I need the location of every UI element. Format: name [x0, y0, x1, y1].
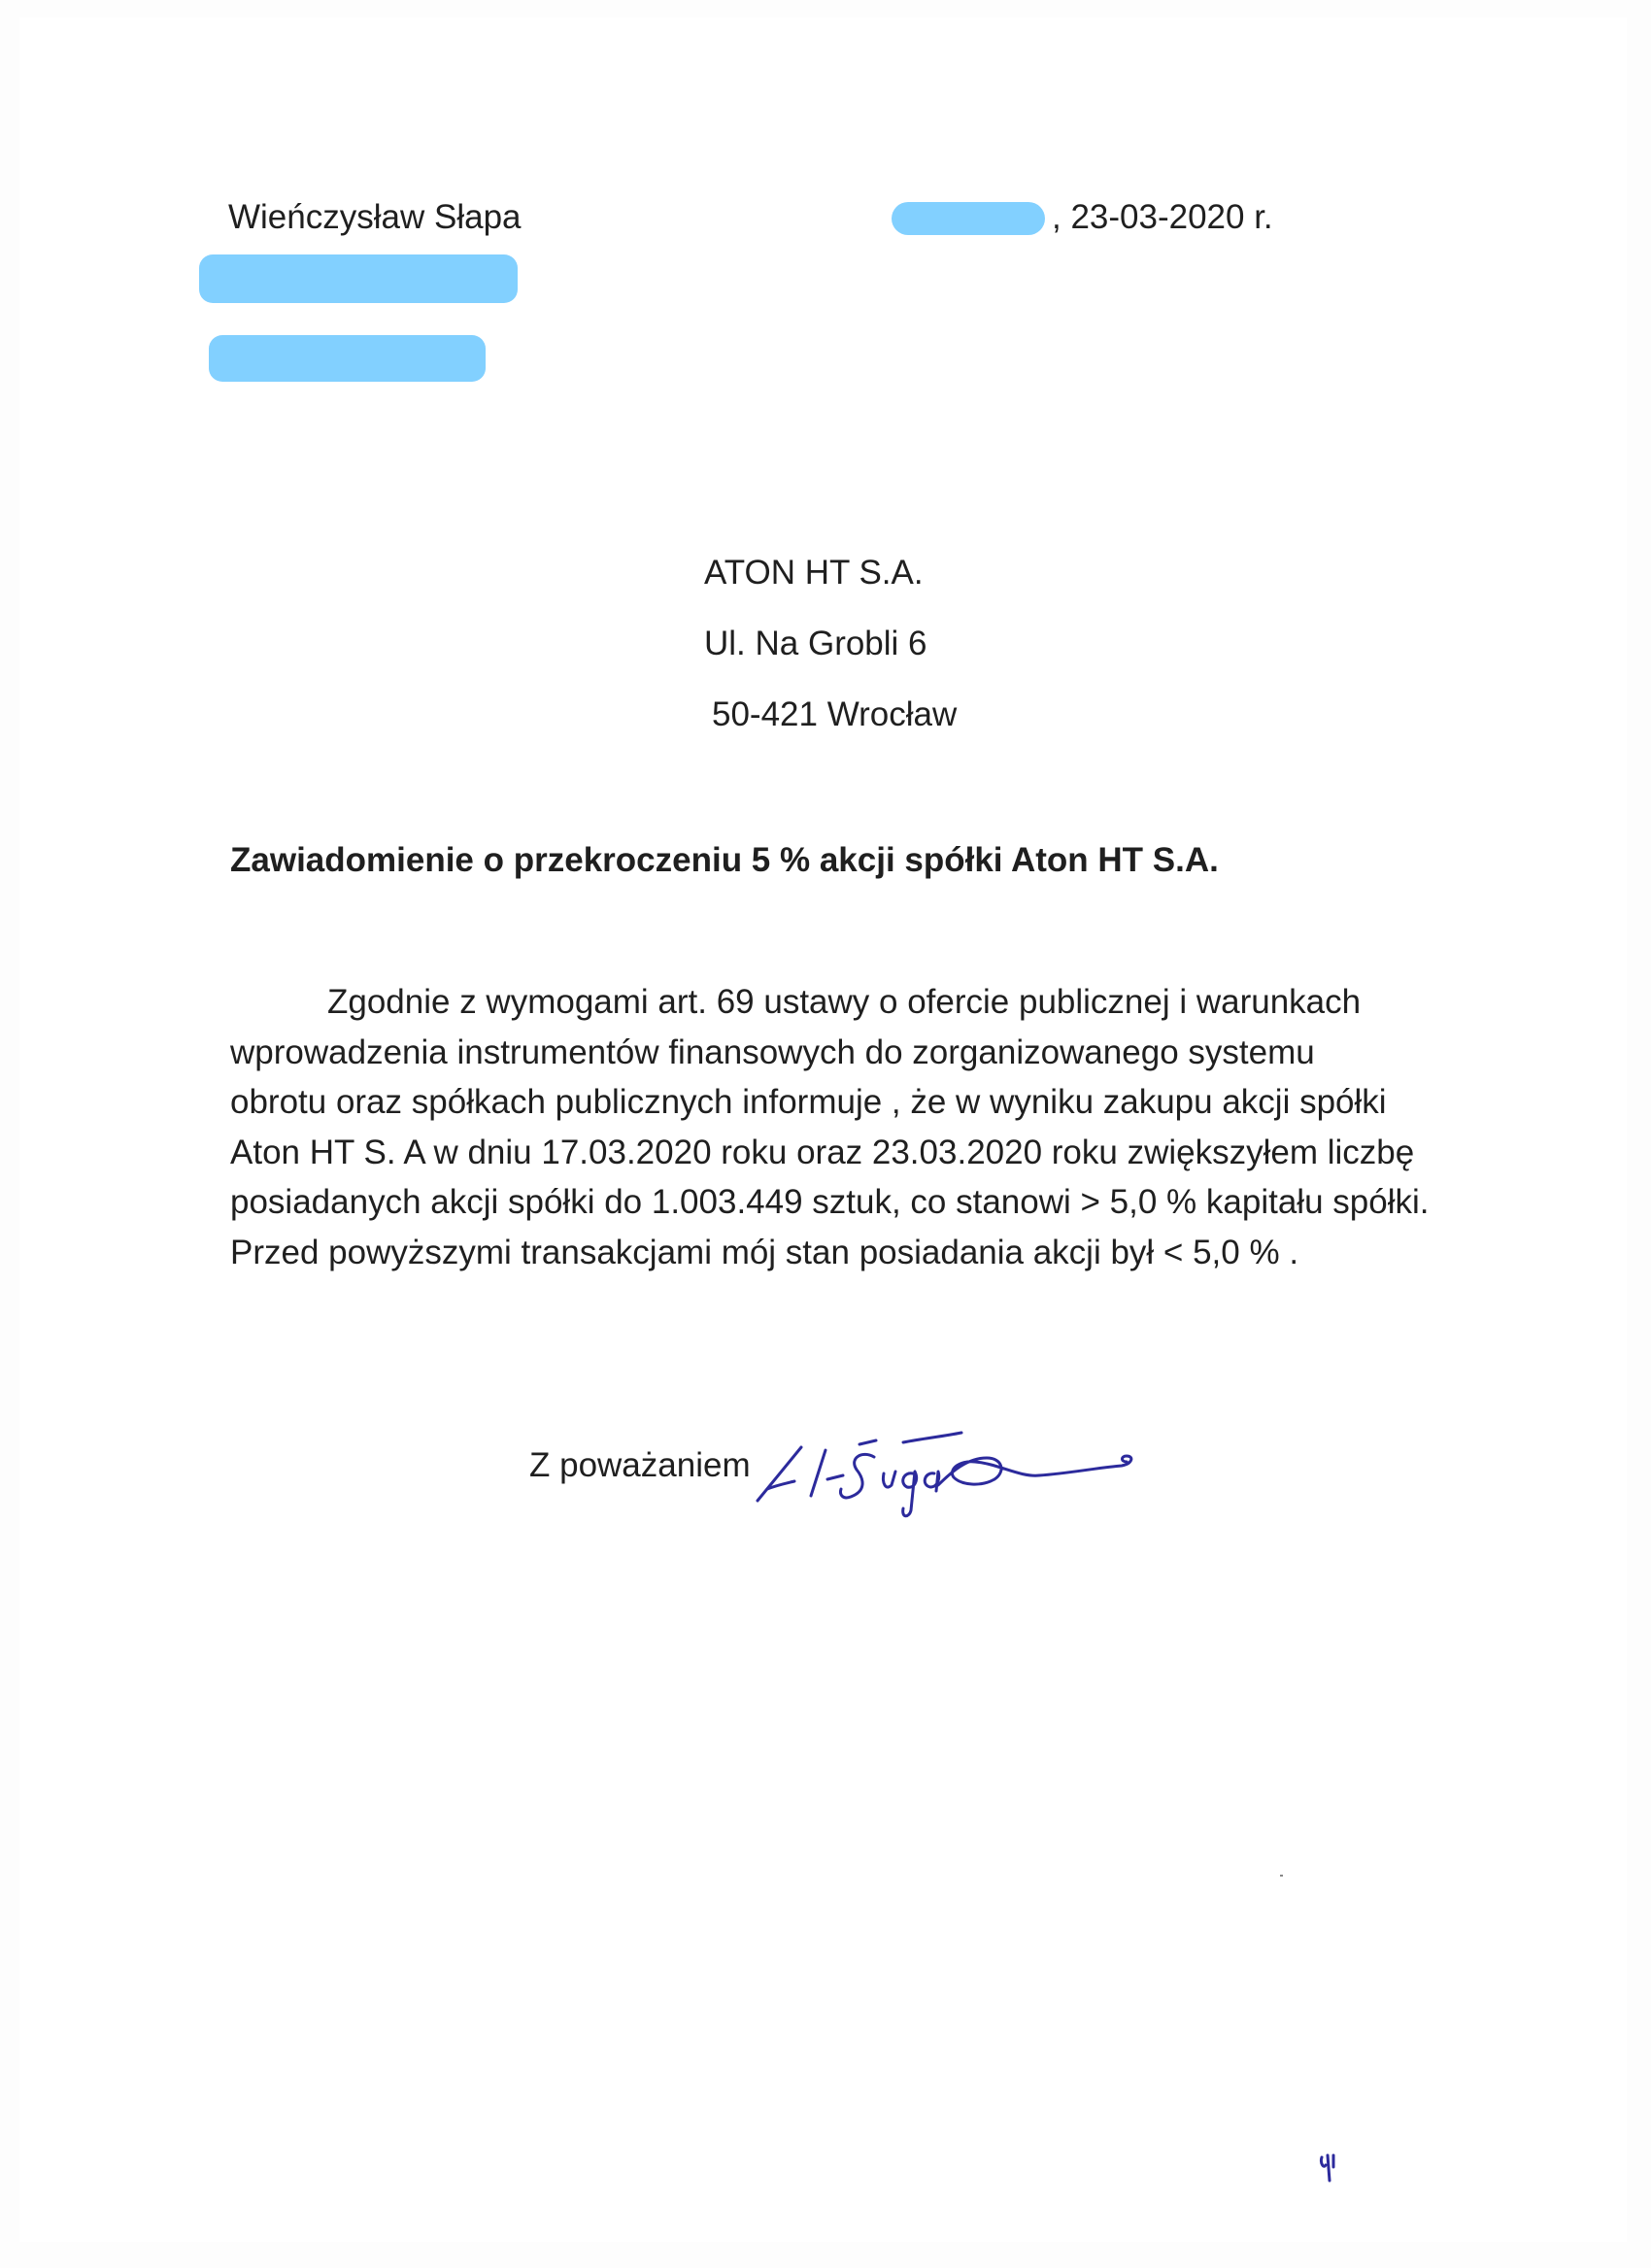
body-line: wprowadzenia instrumentów finansowych do zorganizowanego systemu: [230, 1032, 1315, 1071]
redacted-place: [892, 202, 1045, 235]
body-line: Aton HT S. A w dniu 17.03.2020 roku oraz 23.03.2020 roku zwiększyłem liczbę: [230, 1133, 1415, 1171]
ink-mark-icon: [1316, 2151, 1345, 2190]
closing-phrase: Z poważaniem: [529, 1446, 751, 1484]
body-line: obrotu oraz spółkach publicznych informuje , że w wyniku zakupu akcji spółki: [230, 1083, 1387, 1121]
recipient-street: Ul. Na Grobli 6: [704, 625, 927, 662]
sender-name: Wieńczysław Słapa: [228, 198, 522, 236]
body-line: posiadanych akcji spółki do 1.003.449 sztuk, co stanowi > 5,0 % kapitału spółki.: [230, 1183, 1430, 1221]
body-line: Zgodnie z wymogami art. 69 ustawy o ofercie publicznej i warunkach: [327, 983, 1362, 1021]
body-line: Przed powyższymi transakcjami mój stan posiadania akcji był < 5,0 % .: [230, 1233, 1299, 1271]
letter-date: , 23-03-2020 r.: [1052, 198, 1273, 236]
body-paragraph: [230, 977, 1493, 1277]
letter-subject: Zawiadomienie o przekroczeniu 5 % akcji spółki Aton HT S.A.: [230, 841, 1219, 879]
recipient-company: ATON HT S.A.: [704, 554, 924, 592]
scan-speck: [1280, 1875, 1283, 1877]
recipient-city: 50-421 Wrocław: [712, 695, 958, 733]
redacted-address-line-2: [209, 335, 486, 382]
handwritten-signature: [748, 1404, 1156, 1530]
redacted-address-line-1: [199, 254, 518, 303]
